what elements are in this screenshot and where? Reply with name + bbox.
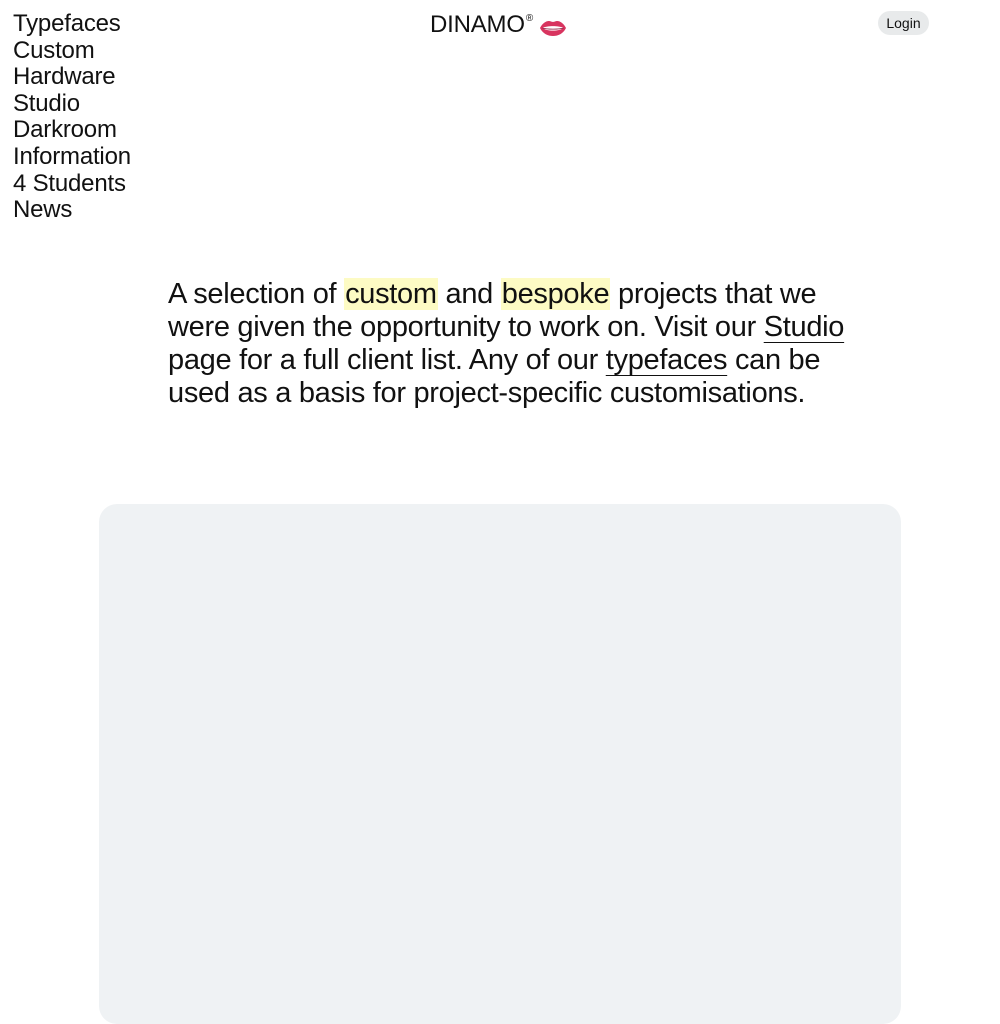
intro-text: page for a full client list. Any of our: [168, 344, 606, 376]
logo-text: DINAMO: [430, 11, 525, 38]
intro-text: projects that we were given the opportunity to work on. Visit our: [168, 278, 817, 343]
intro-text: and: [437, 278, 501, 310]
studio-link[interactable]: Studio: [763, 311, 845, 343]
registered-mark: ®: [525, 13, 533, 24]
intro-paragraph: [168, 278, 848, 410]
nav-item-hardware[interactable]: Hardware: [13, 63, 116, 91]
main-nav: [13, 11, 131, 224]
nav-item-darkroom[interactable]: Darkroom: [13, 116, 117, 144]
highlight-custom: custom: [345, 278, 437, 310]
intro-text: A selection of: [168, 278, 345, 310]
nav-item-custom[interactable]: Custom: [13, 36, 95, 64]
lips-icon: [539, 15, 567, 45]
project-image-placeholder[interactable]: [99, 504, 901, 1024]
nav-item-news[interactable]: News: [13, 196, 73, 224]
nav-item-4-students[interactable]: 4 Students: [13, 169, 126, 197]
nav-item-typefaces[interactable]: Typefaces: [13, 10, 121, 37]
typefaces-link[interactable]: typefaces: [605, 344, 728, 376]
nav-item-studio[interactable]: Studio: [13, 89, 80, 117]
site-logo[interactable]: [430, 10, 567, 45]
nav-item-information[interactable]: Information: [13, 142, 131, 170]
login-button[interactable]: Login: [878, 11, 929, 35]
highlight-bespoke: bespoke: [501, 278, 610, 310]
intro-text: can be used as a basis for project-specific customisations.: [168, 344, 821, 409]
